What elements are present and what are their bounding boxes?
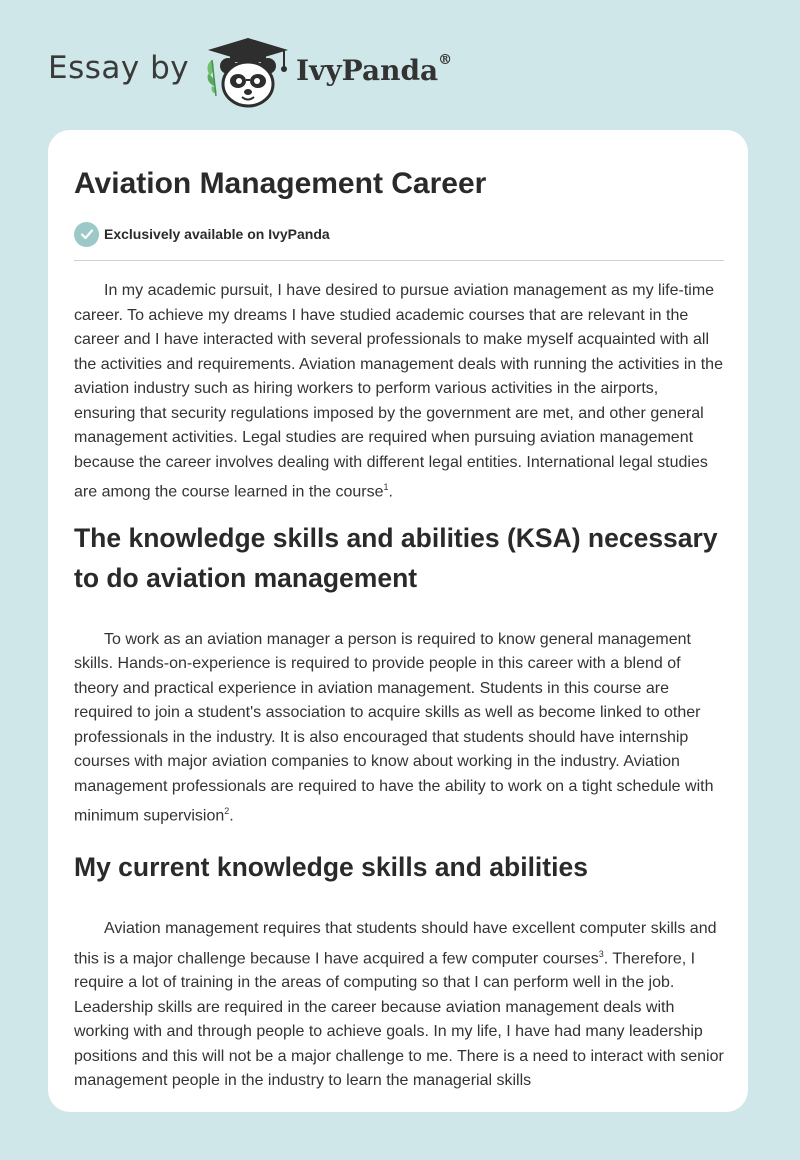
site-header bbox=[0, 0, 800, 130]
footnote-2[interactable]: 2 bbox=[224, 806, 230, 817]
essay-by-label: Essay by bbox=[48, 50, 190, 86]
badge-text: Exclusively available on IvyPanda bbox=[104, 226, 330, 242]
exclusive-badge bbox=[74, 221, 330, 247]
paragraph-3: Aviation management requires that students should have excellent computer skills and this is a major challenge because I have acquired a few computer courses$^3$. Therefore, I require a lot of training in the areas of computing so that I can perform well in the job. Leadership skills are required in the career because aviation management deals with working with and through people to achieve goals. In my life, I have had many leadership positions and this will not be a major challenge to me. There is a need to interact with senior management people in the industry to learn the managerial skills bbox=[74, 920, 724, 1090]
section-heading-ksa: The knowledge skills and abilities (KSA) necessary to do aviation management bbox=[74, 522, 718, 593]
paragraph-2: To work as an aviation manager a person is required to know general management skills. Hands-on-experience is required to provide people in this career with a blend of theory and practical experience in aviation management. Students in this course are required to join a student's association to acquire skills as well as become linked to other professionals in the industry. It is also encouraged that students should have internship courses with major aviation companies to know about working in the industry. Aviation management professionals are required to have the ability to work on a tight schedule with minimum supervision$^2$. bbox=[74, 630, 714, 825]
footnote-3[interactable]: 3 bbox=[598, 948, 604, 959]
essay-card bbox=[48, 130, 748, 1112]
divider bbox=[74, 260, 724, 261]
essay-body bbox=[74, 279, 724, 1094]
paragraph-1: In my academic pursuit, I have desired to pursue aviation management as my life-time career. To achieve my dreams I have studied academic courses that are relevant in the career and I have interacted with several professionals to make myself acquainted with all the activities and requirements. Aviation management deals with running the activities in the aviation industry such as hiring workers to perform various activities in the airports, ensuring that security regulations imposed by the government are met, and other general management activities. Legal studies are required when pursuing aviation management because the career involves dealing with different legal entities. International legal studies are among the course learned in the course$^1$. bbox=[74, 282, 723, 501]
footnote-1[interactable]: 1 bbox=[383, 482, 389, 492]
section-heading-current-skills: My current knowledge skills and abilities bbox=[74, 852, 588, 883]
brand-name[interactable]: IvyPanda® bbox=[296, 52, 453, 87]
panda-logo-icon[interactable] bbox=[202, 36, 294, 108]
checkmark-icon bbox=[74, 222, 99, 247]
registered-mark: ® bbox=[438, 52, 453, 68]
essay-title: Aviation Management Career bbox=[74, 167, 487, 200]
